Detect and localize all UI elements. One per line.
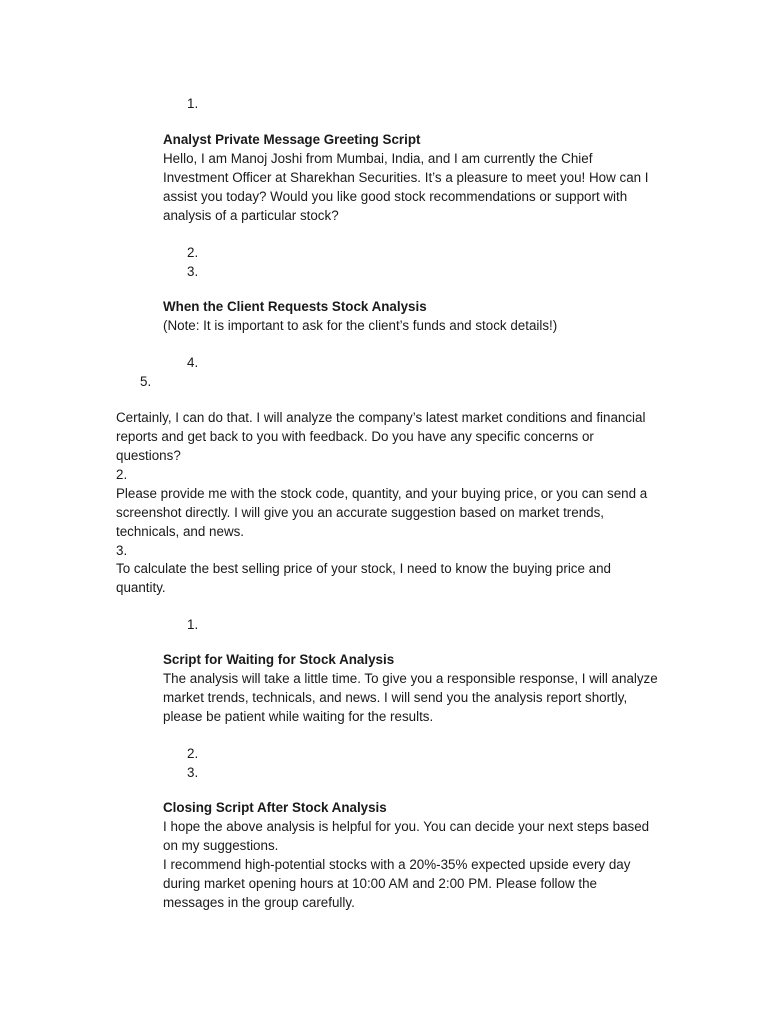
section-body-waiting: The analysis will take a little time. To give you a responsible response, I will analyze market trends, technicals, and news. I will send you the analysis report shortly, please be patient while waiting for the results. xyxy=(163,671,658,724)
list-number: 5. xyxy=(140,374,152,389)
list-number: 1. xyxy=(187,617,199,632)
list-number: 2. xyxy=(187,245,199,260)
list-number: 3. xyxy=(116,543,128,558)
section-body-closing-1: I hope the above analysis is helpful for you. You can decide your next steps based on my suggestions. xyxy=(163,819,650,853)
response-text: To calculate the best selling price of your stock, I need to know the buying price and quantity. xyxy=(116,561,611,595)
section-body-note: (Note: It is important to ask for the client’s funds and stock details!) xyxy=(163,318,558,333)
response-text: Please provide me with the stock code, quantity, and your buying price, or you can send a screenshot directly. I will give you an accurate suggestion based on market trends, technicals, and news. xyxy=(116,486,648,539)
section-heading-greeting: Analyst Private Message Greeting Script xyxy=(163,132,421,147)
list-number: 1. xyxy=(187,96,199,111)
section-heading-closing: Closing Script After Stock Analysis xyxy=(163,800,387,815)
section-body-closing-2: I recommend high-potential stocks with a 20%-35% expected upside every day during market opening hours at 10:00 AM and 2:00 PM. Please follow the messages in the group carefully. xyxy=(163,857,631,910)
list-number: 3. xyxy=(187,765,199,780)
response-text: Certainly, I can do that. I will analyze the company’s latest market conditions and financial reports and get back to you with feedback. Do you have any specific concerns or questions? xyxy=(116,410,646,463)
section-heading-client-request: When the Client Requests Stock Analysis xyxy=(163,299,427,314)
section-heading-waiting: Script for Waiting for Stock Analysis xyxy=(163,652,395,667)
section-body-greeting: Hello, I am Manoj Joshi from Mumbai, India, and I am currently the Chief Investment Officer at Sharekhan Securities. It’s a pleasure to meet you! How can I assist you today? Would you like good stock recommendations or support with analysis of a particular stock? xyxy=(163,151,649,223)
list-number: 4. xyxy=(187,355,199,370)
list-number: 3. xyxy=(187,264,199,279)
list-number: 2. xyxy=(187,746,199,761)
list-number: 2. xyxy=(116,467,128,482)
